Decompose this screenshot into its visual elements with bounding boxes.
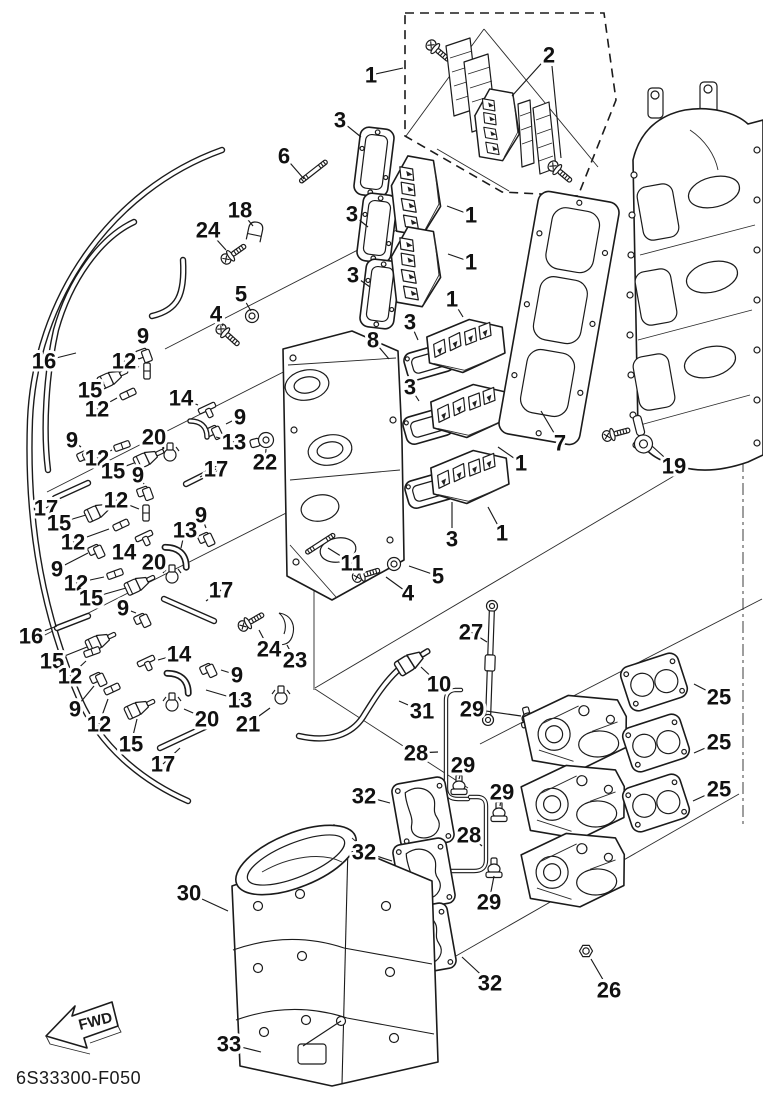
part-label-9-15: 9 xyxy=(136,323,150,349)
part-label-16-16: 16 xyxy=(31,348,57,374)
part-label-14-39: 14 xyxy=(111,539,137,565)
part-label-21-67: 21 xyxy=(235,711,261,737)
part-label-16-52: 16 xyxy=(18,623,44,649)
part-label-9-51: 9 xyxy=(116,595,130,621)
connector-12 xyxy=(113,440,130,451)
carb-flange-gaskets xyxy=(618,651,691,834)
part-label-12-17: 12 xyxy=(111,348,137,374)
elbow-fitting-9 xyxy=(136,485,153,503)
bolt-24-icon xyxy=(219,240,249,266)
part-label-10-59: 10 xyxy=(426,671,452,697)
part-label-3-13: 3 xyxy=(403,309,417,335)
tee-joint-14 xyxy=(137,655,159,674)
connector-12 xyxy=(112,519,129,532)
gasket-25 xyxy=(620,772,691,834)
part-label-32-78: 32 xyxy=(351,839,377,865)
valve-seat-gaskets xyxy=(353,126,401,330)
part-label-1-0: 1 xyxy=(364,62,378,88)
part-label-12-26: 12 xyxy=(84,445,110,471)
gasket-32 xyxy=(391,776,456,850)
bolt-24-icon xyxy=(236,609,267,634)
part-label-29-71: 29 xyxy=(450,752,476,778)
elbow-hose-13 xyxy=(165,547,186,567)
part-label-15-18: 15 xyxy=(77,377,103,403)
part-label-3-8: 3 xyxy=(346,262,360,288)
part-label-20-24: 20 xyxy=(141,424,167,450)
elbow-hose-13 xyxy=(190,421,207,437)
part-label-25-73: 25 xyxy=(706,729,732,755)
part-label-24-7: 24 xyxy=(195,217,221,243)
part-label-2-1: 2 xyxy=(542,42,556,68)
part-label-30-79: 30 xyxy=(176,880,202,906)
part-label-1-9: 1 xyxy=(464,249,478,275)
part-label-29-75: 29 xyxy=(489,779,515,805)
elbow-fitting-9 xyxy=(133,612,151,630)
gasket-25 xyxy=(618,651,689,713)
part-label-11-45: 11 xyxy=(340,550,364,576)
part-label-13-25: 13 xyxy=(221,429,247,455)
part-label-12-38: 12 xyxy=(60,529,86,555)
part-label-1-40: 1 xyxy=(514,450,528,476)
part-label-19-31: 19 xyxy=(661,453,687,479)
check-valve-15 xyxy=(124,695,158,720)
reed-stopper-screw-icon xyxy=(545,158,574,186)
intake-manifold xyxy=(627,82,763,470)
part-label-5-10: 5 xyxy=(234,281,248,307)
hose-17-long xyxy=(29,150,222,801)
part-label-33-83: 33 xyxy=(216,1031,242,1057)
elbow-fitting-9 xyxy=(89,671,107,689)
tee-joint-14 xyxy=(135,530,157,549)
part-label-3-2: 3 xyxy=(333,107,347,133)
part-label-9-22: 9 xyxy=(233,404,247,430)
clamp-18-icon xyxy=(246,221,264,242)
connector-12 xyxy=(119,388,136,401)
part-label-9-62: 9 xyxy=(68,696,82,722)
manifold-gasket-7 xyxy=(497,190,620,447)
part-label-9-30: 9 xyxy=(131,462,145,488)
elbow-fitting-9 xyxy=(87,543,105,561)
part-label-15-68: 15 xyxy=(118,731,144,757)
tee-joint-14 xyxy=(198,402,220,421)
elbow-hose-13 xyxy=(167,673,188,693)
pipe-joint-29 xyxy=(486,858,502,878)
connector-12 xyxy=(143,505,149,521)
part-label-13-37: 13 xyxy=(172,517,198,543)
part-label-1-12: 1 xyxy=(445,286,459,312)
fwd-label: FWD xyxy=(76,1009,115,1034)
fwd-arrow xyxy=(46,1002,121,1054)
part-label-8-14: 8 xyxy=(366,327,380,353)
part-label-12-65: 12 xyxy=(86,711,112,737)
check-valve-15 xyxy=(124,571,158,596)
part-label-27-53: 27 xyxy=(458,619,484,645)
part-label-4-11: 4 xyxy=(209,301,223,327)
part-label-12-46: 12 xyxy=(63,570,89,596)
gasket-3 xyxy=(356,192,398,264)
part-label-15-28: 15 xyxy=(100,458,126,484)
nut-26-icon xyxy=(580,945,593,956)
part-label-5-47: 5 xyxy=(431,563,445,589)
part-label-20-44: 20 xyxy=(141,549,167,575)
part-label-17-33: 17 xyxy=(33,495,59,521)
reed-valve-detail-box xyxy=(405,13,616,196)
throttle-link-27 xyxy=(482,600,497,725)
part-label-4-48: 4 xyxy=(401,580,415,606)
connector-12 xyxy=(106,568,123,579)
part-label-28-76: 28 xyxy=(456,822,482,848)
clamp-21 xyxy=(272,686,290,704)
part-label-12-20: 12 xyxy=(84,396,110,422)
part-label-26-82: 26 xyxy=(596,977,622,1003)
connector-12 xyxy=(144,363,150,379)
washer-5-icon xyxy=(388,558,401,571)
pipe-joint-29 xyxy=(491,802,507,822)
part-label-17-32: 17 xyxy=(203,456,229,482)
grommet-22 xyxy=(249,431,276,452)
part-label-3-19: 3 xyxy=(403,374,417,400)
part-label-23-57: 23 xyxy=(282,647,308,673)
part-label-17-72: 17 xyxy=(150,751,176,777)
part-label-20-66: 20 xyxy=(194,706,220,732)
part-label-24-54: 24 xyxy=(256,636,282,662)
part-label-15-34: 15 xyxy=(46,510,72,536)
carburetor-assembly xyxy=(520,693,629,910)
part-label-31-63: 31 xyxy=(409,698,435,724)
part-label-12-58: 12 xyxy=(57,663,83,689)
part-label-22-27: 22 xyxy=(252,449,278,475)
part-label-9-36: 9 xyxy=(194,502,208,528)
part-label-15-49: 15 xyxy=(78,585,104,611)
elbow-fitting-9 xyxy=(135,347,152,365)
part-label-13-61: 13 xyxy=(227,687,253,713)
part-label-1-42: 1 xyxy=(495,520,509,546)
part-label-18-6: 18 xyxy=(227,197,253,223)
part-label-14-21: 14 xyxy=(168,385,194,411)
part-label-25-70: 25 xyxy=(706,684,732,710)
part-label-32-74: 32 xyxy=(351,783,377,809)
part-label-25-77: 25 xyxy=(706,776,732,802)
clamp-20 xyxy=(163,693,181,711)
part-code: 6S33300-F050 xyxy=(16,1068,142,1088)
gasket-3 xyxy=(353,126,395,198)
carburetor xyxy=(522,693,629,772)
part-label-28-69: 28 xyxy=(403,740,429,766)
stud-bolt-6-icon xyxy=(299,159,329,183)
part-label-9-60: 9 xyxy=(230,662,244,688)
part-label-17-50: 17 xyxy=(208,577,234,603)
part-label-9-43: 9 xyxy=(50,556,64,582)
part-label-3-4: 3 xyxy=(345,201,359,227)
part-label-15-55: 15 xyxy=(39,648,65,674)
part-label-14-56: 14 xyxy=(166,641,192,667)
carburetor xyxy=(520,763,627,842)
carburetor xyxy=(520,831,627,910)
part-label-3-41: 3 xyxy=(445,526,459,552)
part-label-32-81: 32 xyxy=(477,970,503,996)
washer-5-icon xyxy=(246,310,259,323)
part-label-29-64: 29 xyxy=(459,696,485,722)
part-label-1-5: 1 xyxy=(464,202,478,228)
gasket-25 xyxy=(620,712,691,774)
part-label-7-29: 7 xyxy=(553,430,567,456)
part-label-9-23: 9 xyxy=(65,427,79,453)
part-label-12-35: 12 xyxy=(103,487,129,513)
part-label-6-3: 6 xyxy=(277,143,291,169)
part-label-29-80: 29 xyxy=(476,889,502,915)
elbow-fitting-9 xyxy=(197,531,215,549)
elbow-fitting-9 xyxy=(199,662,217,680)
